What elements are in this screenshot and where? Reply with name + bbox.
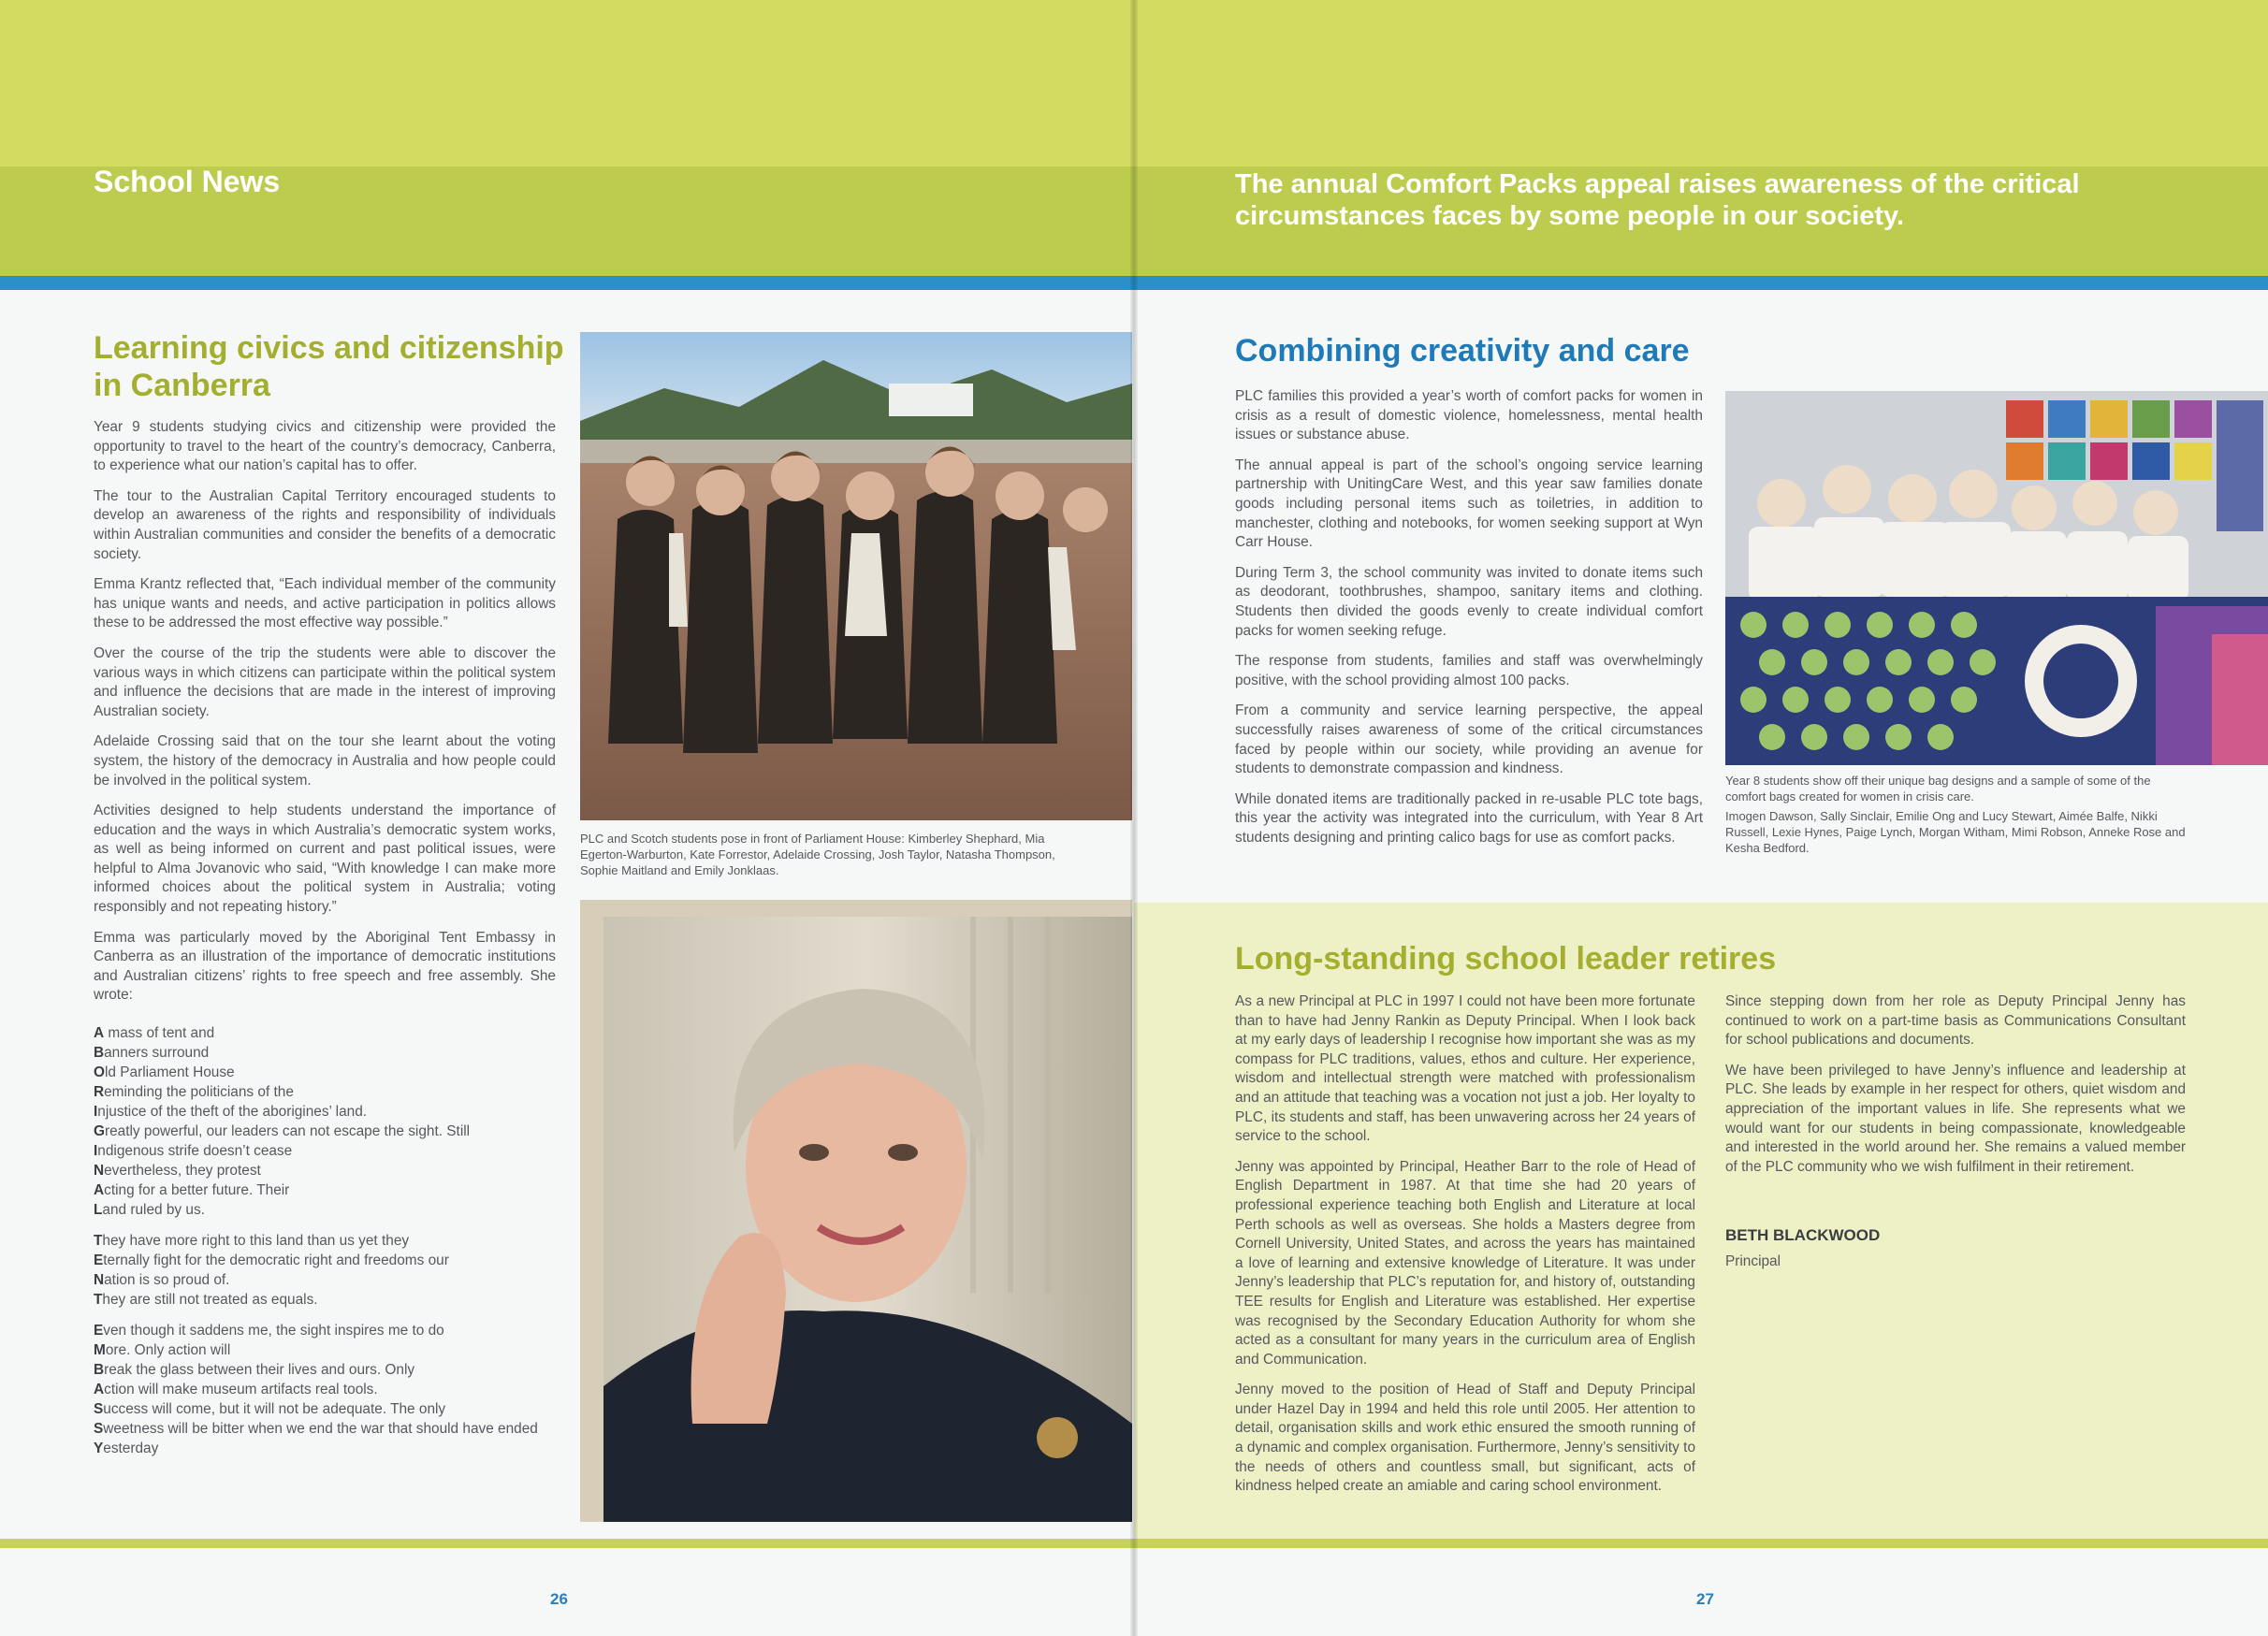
article-body-retires-col2 [1725,992,2186,1188]
poem-line-rest: mass of tent and [104,1025,215,1041]
paragraph: While donated items are traditionally packed in re-usable PLC tote bags, this year the activity was integrated into the curriculum, with Year 8 Art students designing and printing calico bags for use as comfort packs. [1235,790,1703,846]
poem-initial: N [94,1163,105,1179]
poem-initial: S [94,1421,104,1437]
poem-line [94,1161,561,1180]
comfort-bags-photo-illustration [1725,391,2268,765]
poem-line-rest: hey have more right to this land than us yet they [102,1233,410,1249]
photo-comfort-bags [1725,391,2268,765]
poem-initial: A [94,1382,105,1397]
photo-caption-bags-names: Imogen Dawson, Sally Sinclair, Emilie Ong and Lucy Stewart, Aimée Balfe, Nikki Russell, Lexie Hynes, Paige Lynch, Morgan Witham, Mimi Robson, Anneke Rose and Kesha Bedford. [1725,809,2186,855]
spine-shadow [1130,0,1138,1636]
poem-line-rest: weetness will be bitter when we end the war that should have ended [103,1421,538,1437]
paragraph: Over the course of the trip the students were able to discover the various ways in which citizens can participate within the political system and influence the decisions that are made in the interest of improving Australian society. [94,644,556,719]
poem-line-rest: njustice of the theft of the aborigines’ land. [97,1104,368,1120]
article-body-civics [94,418,556,1017]
paragraph: Emma Krantz reflected that, “Each individual member of the community has unique wants and needs, and active participation in politics allows these to be addressed the most effective way possible.” [94,576,556,631]
paragraph: The response from students, families and staff was overwhelmingly positive, with the school providing almost 100 packs. [1235,653,1703,688]
paragraph: As a new Principal at PLC in 1997 I could not have been more fortunate than to have had Jenny Rankin as Deputy Principal. When I look back at my early days of leadership I recognise how important she was as my compass for PLC traditions, values, ethos and culture. Her experience, wisdom and intellectual strength were matched with professionalism and an attitude that teaching was a vocation not just a job. Her loyalty to PLC, its students and staff, has been unwavering across her 24 years of service to the school. [1235,993,1695,1145]
paragraph: Jenny moved to the position of Head of Staff and Deputy Principal under Hazel Day in 1994 and held this role until 2005. Her attention to detail, organisation skills and work ethic ensured the smooth running of a dynamic and complex organisation. Furthermore, Jenny’s sensitivity to the needs of others and countless small, but significant, acts of kindness helped create an amiable and caring school environment. [1235,1382,1695,1495]
poem-line-rest: reak the glass between their lives and ours. Only [104,1362,415,1378]
poem-line [94,1399,561,1419]
poem-line-rest: ore. Only action will [105,1342,231,1358]
article-body-creativity [1235,387,1703,859]
poem-initial: B [94,1045,105,1061]
article-body-retires-col1 [1235,992,1695,1508]
poem-initial: T [94,1292,103,1308]
poem-initial: I [94,1143,98,1159]
poem-initial: Y [94,1441,104,1456]
poem-line [94,1043,561,1063]
photo-caption-bags: Year 8 students show off their unique bag designs and a sample of some of the comfort bags created for women in crisis care. [1725,774,2151,804]
poem-line [94,1082,561,1102]
paragraph: The annual appeal is part of the school’s ongoing service learning partnership with UnitingCare West, and this year saw families donate goods including personal items such as toiletries, in addition to manchester, clothing and notebooks, for women seeking support at Wyn Carr House. [1235,456,1703,551]
paragraph: Activities designed to help students understand the importance of education and the ways in which Australia’s democratic system works, as well as being informed on current and past political issues, were helpful to Alma Jovanovic who said, “With knowledge I can make more informed choices about the political system in Australia; voting responsibly and not repeating history.” [94,803,556,916]
poem-line-rest: hey are still not treated as equals. [102,1292,318,1308]
photo-frame-portrait [580,900,1132,1522]
poem-line [94,1200,561,1220]
acrostic-poem [94,1023,561,1470]
paragraph: During Term 3, the school community was invited to donate items such as deodorant, toothbrushes, shampoo, sanitary items and clothing. Students then divided the goods evenly to create individual comfort packs for women seeking refuge. [1235,564,1703,639]
poem-stanza [94,1231,561,1310]
poem-line-rest: ction will make museum artifacts real tools. [104,1382,378,1397]
poem-initial: A [94,1182,105,1198]
header-pull-quote: The annual Comfort Packs appeal raises awareness of the critical circumstances faces by some people in our society. [1235,169,2080,231]
poem-initial: L [94,1202,103,1218]
header-blue-rule [0,276,1134,290]
poem-initial: T [94,1233,103,1249]
portrait-photo-illustration [580,900,1132,1522]
poem-initial: E [94,1323,104,1339]
article-title-civics: Learning civics and citizenship in Canberra [94,330,564,403]
article-title-retires: Long-standing school leader retires [1235,941,1777,977]
poem-line-rest: ndigenous strife doesn’t cease [97,1143,293,1159]
poem-line [94,1360,561,1380]
poem-line [94,1419,561,1439]
poem-line-rest: evertheless, they protest [104,1163,261,1179]
poem-initial: I [94,1104,98,1120]
poem-initial: E [94,1252,104,1268]
poem-initial: O [94,1064,105,1080]
poem-line [94,1321,561,1340]
poem-line [94,1023,561,1043]
poem-line [94,1141,561,1161]
right-page [1134,0,2268,1636]
poem-initial: G [94,1123,105,1139]
paragraph: The tour to the Australian Capital Territory encouraged students to develop an awareness of the rights and responsibility of individuals within Australian communities and consider the benefits of a democratic society. [94,487,556,562]
poem-line [94,1122,561,1141]
header-blue-rule [1134,276,2268,290]
poem-initial: B [94,1362,105,1378]
poem-line-rest: reatly powerful, our leaders can not escape the sight. Still [104,1123,471,1139]
photo-caption-parliament: PLC and Scotch students pose in front of Parliament House: Kimberley Shephard, Mia Egerton-Warburton, Kate Forrestor, Adelaide Crossing, Josh Taylor, Natasha Thompson, Sophie Maitland and Emily Jonklaas. [580,832,1055,877]
paragraph: From a community and service learning perspective, the appeal successfully raises awareness of some of the critical circumstances faced by people within our society, while providing an avenue for students to demonstrate compassion and kindness. [1235,702,1703,777]
poem-initial: N [94,1272,105,1288]
poem-line [94,1251,561,1270]
poem-line-rest: ation is so proud of. [104,1272,230,1288]
poem-line [94,1102,561,1122]
poem-line [94,1270,561,1290]
paragraph: PLC families this provided a year’s worth of comfort packs for women in crisis as a result of domestic violence, homelessness, mental health issues or substance abuse. [1235,388,1703,443]
poem-initial: M [94,1342,106,1358]
poem-line-rest: uccess will come, but it will not be adequate. The only [103,1401,446,1417]
paragraph: Adelaide Crossing said that on the tour she learnt about the voting system, the history of the democracy in Australia and how people could be involved in the political system. [94,733,556,789]
paragraph: We have been privileged to have Jenny’s influence and leadership at PLC. She leads by example in her respect for others, quiet wisdom and appreciation of the important values in life. She represents what we would want for our students in being compassionate, knowledgeable and interested in the world around her. She remains a valued member of the PLC community who we wish fulfilment in their retirement. [1725,1062,2186,1175]
article-title-creativity: Combining creativity and care [1235,333,1690,369]
poem-line [94,1340,561,1360]
poem-line-rest: anners surround [104,1045,210,1061]
poem-line [94,1380,561,1399]
paragraph: Emma was particularly moved by the Aboriginal Tent Embassy in Canberra as an illustration of the importance of democratic institutions and Australian citizens’ rights to free speech and free assembly. She wrote: [94,929,556,1004]
poem-initial: A [94,1025,105,1041]
paragraph: Year 9 students studying civics and citizenship were provided the opportunity to travel to the heart of the country’s democracy, Canberra, to experience what our nation’s capital has to offer. [94,419,556,474]
page-number: 26 [550,1590,568,1608]
poem-initial: R [94,1084,105,1100]
header-band-top [1134,0,2268,166]
poem-line-rest: esterday [103,1441,159,1456]
poem-line [94,1290,561,1310]
poem-line-rest: ternally fight for the democratic right and freedoms our [103,1252,449,1268]
poem-line-rest: eminding the politicians of the [104,1084,294,1100]
footer-rule [0,1539,1134,1548]
poem-stanza [94,1023,561,1220]
poem-line-rest: ven though it saddens me, the sight inspires me to do [103,1323,444,1339]
poem-line-rest: cting for a better future. Their [104,1182,290,1198]
signature-role: Principal [1725,1253,1781,1269]
poem-line [94,1180,561,1200]
footer-rule [1134,1539,2268,1548]
poem-line-rest: and ruled by us. [102,1202,205,1218]
photo-parliament-house-group [580,332,1132,820]
signature-name: BETH BLACKWOOD [1725,1226,1881,1244]
poem-line [94,1063,561,1082]
poem-initial: S [94,1401,104,1417]
poem-stanza [94,1321,561,1458]
poem-line [94,1439,561,1458]
poem-line [94,1231,561,1251]
group-photo-illustration [580,332,1132,820]
section-header: School News [94,165,281,198]
paragraph: Jenny was appointed by Principal, Heather Barr to the role of Head of English Department in 1987. At that time she had 20 years of professional experience teaching both English and Literature at local Perth schools as well as overseas. She holds a Masters degree from Cornell University, United States, and across the years has maintained a love of learning and extensive knowledge of Literature. It was under Jenny’s leadership that PLC’s reputation for, and history of, outstanding TEE results for English and Literature was established. Her expertise was recognised by the Secondary Education Authority for whom she acted as a consultant for many years in the curriculum area of English and Communication. [1235,1158,1695,1368]
paragraph: Since stepping down from her role as Deputy Principal Jenny has continued to work on a part-time basis as Communications Consultant for school publications and documents. [1725,993,2186,1049]
header-band-top [0,0,1134,166]
page-number: 27 [1696,1590,1714,1608]
poem-line-rest: ld Parliament House [104,1064,235,1080]
